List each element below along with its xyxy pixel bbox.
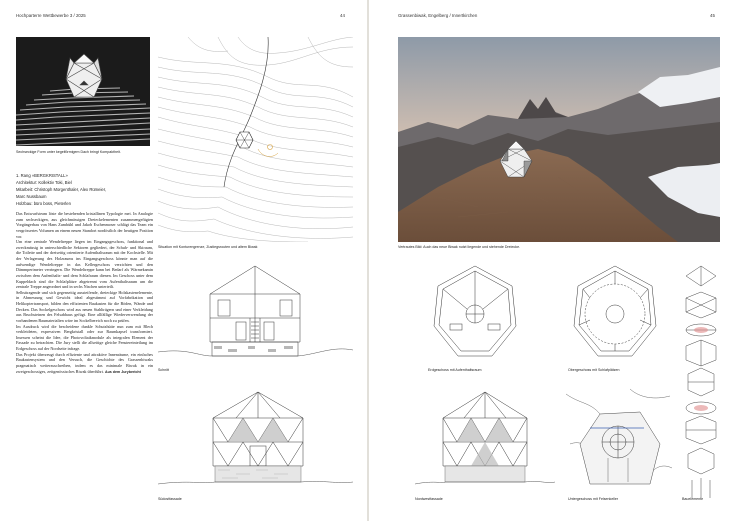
section-caption: Schnitt [158,368,169,372]
building-elements-caption: Bauelemente [682,497,704,501]
southeast-caption: Südostfassade [158,497,182,501]
model-photo-caption: Sechseckige Form unter kegelförmigem Dach bringt Kompaktheit. [16,150,121,154]
landscape-photo [398,37,720,242]
landscape-caption: Vertrautes Bild: Auch das neue Biwak nutzt liegende und stehende Dreiecke. [398,245,521,249]
body-paragraph: Selbsttragende und sich gegenseitig aussteifende, dreieckige Holzkastenelemente, in Abmessung und Gewicht ideal abgestimmt auf Vorfabrikation und Helikoptertransport, bilden den effizienten Baukasten für die Böden, Wände und Decken. Das Sockelgeschoss wird aus neuen Stahlträgern und einer Verkleidung aus Bruchsteinen des Felsabbaus gefügt. Eine allfällige Wiederverwendung der vorhandenen Baumaterialien wäre im Sockelbereich noch zu prüfen. [16,289,153,323]
project-credits [16,172,146,207]
credit-architecture: Architektur: Kollektiv Toki, Biel [16,180,72,186]
body-signature: Aus dem Jurybericht [105,369,141,374]
body-paragraph: Das Projekt überzeugt durch effiziente und attraktive Innenräume, ein einfaches Baukastensystem und den Versuch, die Geschichte des Grassenbiwaks pragmatisch weiterzuschreiben, indem es das minimale Biwak in ein zweigeschossiges, zeitgenössisches Biwak überführt. Aus dem Jurybericht [16,351,153,374]
credit-staff: Mitarbeit: Christoph Morgenthaler, Alex Rümeier, [16,187,107,193]
situation-caption: Situation mit Konturengrenze, Zustiegsrouten und altem Biwak [158,245,258,249]
basement-caption: Untergeschoss mit Felsenkeller [568,497,619,501]
northwest-caption: Nordwestfassade [415,497,443,501]
upper-floor-caption: Obergeschoss mit Schlafplätzen [568,368,620,372]
left-page-number: 44 [340,13,345,18]
article-body [16,211,153,503]
section-drawing [158,260,353,365]
southeast-facade [158,384,353,494]
upper-floor-plan [560,258,670,368]
right-page-number: 45 [710,13,715,18]
left-header: Hochparterre Wettbewerbe 3 / 2025 [16,13,86,18]
credit-timber: Holzbau: büro boss, Pieterlen [16,201,71,207]
ground-floor-plan [420,258,530,368]
ground-floor-caption: Erdgeschoss mit Aufenthaltsraum [428,368,482,372]
model-photo [16,37,150,146]
credit-rank: 1. Rang «BERGKRISTALL» [16,173,68,178]
building-elements [678,262,724,502]
credit-staff-2: Marc Nussbaum [16,194,47,200]
body-paragraph: Um eine zentrale Wendeltreppe liegen im Eingangsgeschoss, funktional und zweckmässig in unterschiedliche Sektoren gegliedert, der Schuh- und Skiraum, die Toilette und der dreiseitig orientierte Aufenthaltsraum mit der Kochstelle. Mit der Verlagerung des Holzraums ins Eingangsgeschoss könnte man auf die aufwendige Wendeltreppe in das Kellergeschoss verzichten und den Dämmperimeter verringern. Die Wendeltreppe kann bei Bedarf als Wärmekamin zwischen dem Aufenthalts- und dem Schlafraum dienen. Im Geschoss unter dem Kuppeldach sind die Schlafplätze abgetrennt vom Aufenthaltsraum um die zentrale Treppe angeordnet und in sechs Nischen unterteilt. [16,239,153,290]
body-paragraph: Das Entwurfsteam löste die bestehenden kristallinen Typologie mei. In Analogie zum sechseckigen, aus gleichmässigen Dreieckelementen zusammengefügten Vorgängerbau von Hans Zumbühl und Jakob Eschenmoser schlägt das Team ein vergrössertes Volumen an einem neuen Standort nordöstlich der heutigen Position vor. [16,211,153,239]
northwest-facade [415,384,555,494]
right-header: Grassenbiwak, Engelberg / Innertkirchen [398,13,478,18]
basement-plan [560,384,675,494]
body-paragraph: Im Ausdruck wird die bescheidene dunkle Schutzhütte nun zum mit Blech verkleideten, expressiven Bergkristall oder zur Raumkapsel transformiert. Insessen scheint die Idee, die Photovoltaikmodule als integralen Element der Fassade zu betrachten. Die Jury stellt die allseitige gleiche Fenstereinteilung im Erdgeschoss auf der Nordseite infrage. [16,323,153,351]
situation-plan [158,37,353,242]
